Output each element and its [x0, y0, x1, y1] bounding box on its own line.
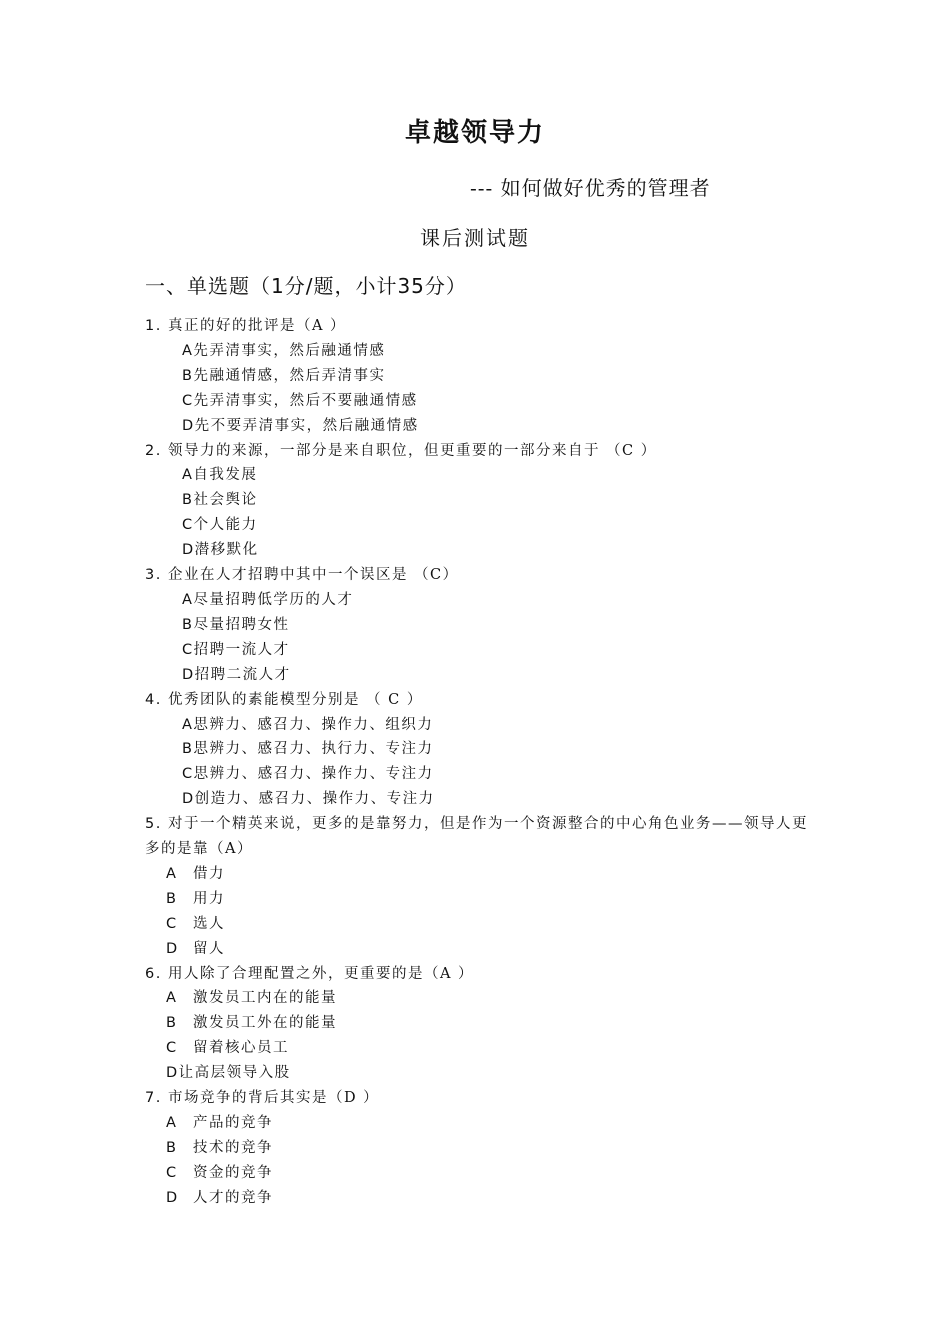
option-text: 思辨力、感召力、操作力、组织力	[193, 716, 434, 733]
option-b	[145, 613, 815, 638]
option-text: 技术的竞争	[193, 1139, 273, 1156]
option-text: 留人	[193, 940, 225, 957]
question-5	[145, 812, 815, 961]
option-c	[145, 638, 815, 663]
option-c	[145, 762, 815, 787]
section-heading: 一、单选题（1分/题，小计35分）	[145, 274, 467, 298]
option-letter: C	[182, 766, 194, 783]
option-letter: A	[182, 342, 194, 359]
option-c	[145, 1036, 815, 1061]
option-letter: D	[166, 1189, 179, 1206]
option-letter: A	[166, 865, 178, 882]
question-number: 2.	[145, 442, 162, 459]
option-letter: C	[182, 517, 194, 534]
option-text: 先融通情感，然后弄清事实	[193, 367, 386, 384]
option-letter: A	[182, 467, 194, 484]
option-letter: C	[166, 1164, 178, 1181]
option-letter: B	[166, 890, 178, 907]
document-subtitle: --- 如何做好优秀的管理者	[470, 176, 711, 200]
option-text: 招聘一流人才	[193, 641, 290, 658]
question-text: 用人除了合理配置之外，更重要的是（A ）	[161, 965, 475, 982]
option-b	[145, 364, 815, 389]
option-letter: B	[182, 741, 194, 758]
option-a	[145, 986, 815, 1011]
option-d	[145, 1186, 815, 1211]
question-number: 5.	[145, 816, 162, 833]
option-letter: B	[182, 616, 194, 633]
option-letter: D	[166, 940, 179, 957]
option-letter: C	[182, 641, 194, 658]
option-letter: A	[182, 591, 194, 608]
question-3	[145, 563, 815, 688]
option-letter: C	[166, 1040, 178, 1057]
option-b	[145, 488, 815, 513]
option-a	[145, 588, 815, 613]
option-letter: D	[182, 417, 195, 434]
question-number: 1.	[145, 318, 162, 334]
option-a	[145, 339, 815, 364]
option-letter: B	[182, 367, 194, 384]
option-letter: A	[182, 716, 194, 733]
option-text: 先弄清事实，然后融通情感	[193, 342, 386, 359]
option-text: 资金的竞争	[193, 1164, 273, 1181]
option-text: 选人	[193, 915, 225, 932]
option-text: 产品的竞争	[193, 1115, 273, 1131]
option-c	[145, 912, 815, 937]
option-b	[145, 1136, 815, 1161]
option-letter: B	[182, 492, 194, 509]
question-text: 市场竞争的背后其实是（D ）	[161, 1090, 380, 1107]
option-text: 招聘二流人才	[194, 666, 291, 683]
option-a	[145, 862, 815, 887]
question-6	[145, 962, 815, 1087]
question-2	[145, 439, 815, 564]
option-d	[145, 663, 815, 688]
option-text: 用力	[193, 890, 225, 907]
document-title: 卓越领导力	[404, 118, 545, 148]
option-letter: D	[182, 791, 195, 808]
option-letter: C	[182, 392, 194, 409]
option-text: 潜移默化	[194, 542, 259, 559]
question-stem	[145, 962, 815, 987]
question-4	[145, 688, 815, 813]
question-list	[145, 314, 815, 1211]
question-number: 6.	[145, 965, 162, 982]
option-text: 社会舆论	[193, 492, 258, 509]
test-title: 课后测试题	[420, 226, 530, 250]
option-d	[145, 414, 815, 439]
question-text: 企业在人才招聘中其中一个误区是 （C）	[161, 567, 459, 584]
option-c	[145, 389, 815, 414]
option-d	[145, 787, 815, 812]
question-number: 4.	[145, 691, 162, 708]
option-letter: C	[166, 915, 178, 932]
question-stem	[145, 439, 815, 464]
question-text: 领导力的来源，一部分是来自职位，但更重要的一部分来自于 （C ）	[161, 442, 657, 459]
option-text: 尽量招聘女性	[193, 616, 290, 633]
question-stem	[145, 314, 815, 339]
option-a	[145, 463, 815, 488]
question-1	[145, 314, 815, 439]
option-d	[145, 538, 815, 563]
question-text: 真正的好的批评是（A ）	[161, 318, 347, 334]
option-text: 激发员工外在的能量	[193, 1015, 337, 1032]
option-text: 借力	[193, 865, 225, 882]
option-letter: B	[166, 1015, 178, 1032]
question-number: 7.	[145, 1090, 162, 1107]
option-text: 个人能力	[193, 517, 258, 534]
question-7	[145, 1086, 815, 1211]
option-text: 让高层领导入股	[178, 1065, 291, 1082]
option-d	[145, 1061, 815, 1086]
option-text: 自我发展	[193, 467, 258, 484]
option-b	[145, 887, 815, 912]
option-letter: A	[166, 1115, 178, 1131]
option-letter: D	[166, 1065, 179, 1082]
option-d	[145, 937, 815, 962]
option-letter: D	[182, 666, 195, 683]
question-stem	[145, 563, 815, 588]
option-b	[145, 737, 815, 762]
option-text: 先不要弄清事实，然后融通情感	[194, 417, 419, 434]
option-text: 尽量招聘低学历的人才	[193, 591, 354, 608]
option-text: 思辨力、感召力、操作力、专注力	[193, 766, 434, 783]
question-number: 3.	[145, 567, 162, 584]
question-text: 对于一个精英来说，更多的是靠努力，但是作为一个资源整合的中心角色业务——领导人更多的是靠（A）	[145, 816, 808, 858]
option-letter: D	[182, 542, 195, 559]
option-letter: A	[166, 990, 178, 1007]
option-a	[145, 1111, 815, 1136]
option-text: 人才的竞争	[193, 1189, 273, 1206]
option-letter: B	[166, 1139, 178, 1156]
option-text: 创造力、感召力、操作力、专注力	[194, 791, 435, 808]
question-stem	[145, 1086, 815, 1111]
question-stem	[145, 812, 815, 862]
question-text: 优秀团队的素能模型分别是 （ C ）	[161, 691, 423, 708]
option-b	[145, 1011, 815, 1036]
option-text: 激发员工内在的能量	[193, 990, 337, 1007]
option-a	[145, 713, 815, 738]
option-text: 先弄清事实，然后不要融通情感	[193, 392, 418, 409]
option-c	[145, 513, 815, 538]
question-stem	[145, 688, 815, 713]
option-text: 留着核心员工	[193, 1040, 289, 1057]
option-text: 思辨力、感召力、执行力、专注力	[193, 741, 434, 758]
option-c	[145, 1161, 815, 1186]
